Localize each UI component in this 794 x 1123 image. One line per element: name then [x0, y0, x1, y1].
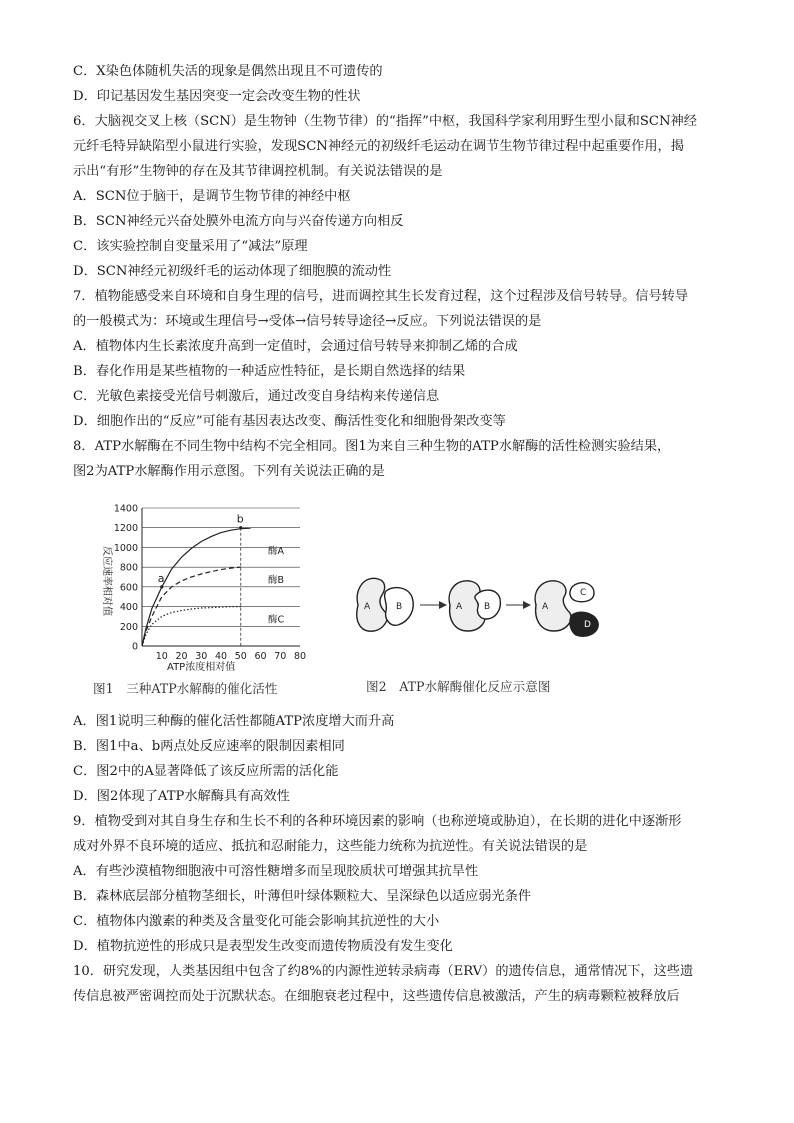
figure2-caption: 图2 ATP水解酶催化反应示意图	[366, 679, 551, 694]
x-tick-label: 50	[234, 651, 247, 662]
product-label-d: D	[584, 620, 591, 630]
y-axis-label: 反应速率相对值	[101, 546, 112, 616]
text-line: 成对外界不良环境的适应、抵抗和忍耐能力，这些能力统称为抗逆性。有关说法错误的是	[73, 839, 588, 854]
x-tick-label: 10	[155, 651, 168, 662]
text-line: 图2为ATP水解酶作用示意图。下列有关说法正确的是	[73, 464, 385, 479]
text-line: B．图1中a、b两点处反应速率的限制因素相同	[73, 739, 345, 754]
point-label: a	[157, 571, 165, 585]
text-line: 7．植物能感受来自环境和自身生理的信号，进而调控其生长发育过程，这个过程涉及信号转导。信号转导	[73, 289, 689, 304]
text-line: A．有些沙漠植物细胞液中可溶性糖增多而呈现胶质状可增强其抗旱性	[73, 864, 479, 879]
text-line: 6．大脑视交叉上核（SCN）是生物钟（生物节律）的“指挥”中枢，我国科学家利用野生型小鼠和SCN神经	[73, 114, 697, 129]
text-line: 8．ATP水解酶在不同生物中结构不完全相同。图1为来自三种生物的ATP水解酶的活性检测实验结果，	[73, 439, 671, 454]
text-line: C．该实验控制自变量采用了“减法”原理	[73, 239, 308, 254]
y-tick-label: 1200	[113, 523, 138, 535]
series-label: 酶B	[268, 575, 285, 587]
series-label: 酶A	[268, 546, 284, 558]
enzyme-products	[535, 581, 598, 636]
x-tick-label: 70	[274, 651, 287, 662]
y-tick-label: 200	[119, 621, 138, 633]
x-axis-label: ATP浓度相对值	[167, 662, 236, 673]
enzyme-label-a1: A	[364, 602, 371, 612]
x-tick-label: 30	[195, 651, 208, 662]
y-tick-label: 800	[119, 562, 138, 574]
text-line: 元纤毛特异缺陷型小鼠进行实验，发现SCN神经元的初级纤毛运动在调节生物节律过程中起重要作用，揭	[73, 139, 684, 154]
text-line: 10．研究发现，人类基因组中包含了约8%的内源性逆转录病毒（ERV）的遗传信息，通常情况下，这些遗	[73, 964, 694, 979]
point-label: b	[236, 512, 244, 526]
x-tick-label: 40	[214, 651, 228, 662]
text-line: A．图1说明三种酶的催化活性都随ATP浓度增大而升高	[73, 714, 395, 729]
series-label: 酶C	[268, 614, 285, 626]
figure2-diagram	[350, 565, 610, 655]
substrate-label-b1: B	[396, 602, 403, 612]
text-line: D．植物抗逆性的形成只是表型发生改变而遗传物质没有发生变化	[73, 939, 453, 954]
product-label-c: C	[580, 588, 587, 598]
text-line: A．植物体内生长素浓度升高到一定值时，会通过信号转导来抑制乙烯的合成	[73, 339, 518, 354]
text-line: 传信息被严密调控而处于沉默状态。在细胞衰老过程中，这些遗传信息被激活，产生的病毒颗粒被释放后	[73, 989, 680, 1004]
text-line: 的一般模式为：环境或生理信号→受体→信号转导途径→反应。下列说法错误的是	[73, 314, 542, 329]
text-line: C．光敏色素接受光信号刺激后，通过改变自身结构来传递信息	[73, 389, 440, 404]
point-marker	[160, 585, 163, 588]
x-tick-label: 20	[175, 651, 188, 662]
figure1-caption: 图1 三种ATP水解酶的催化活性	[93, 681, 278, 696]
y-tick-label: 1000	[113, 542, 138, 554]
y-tick-label: 1400	[113, 503, 138, 515]
text-line: D．图2体现了ATP水解酶具有高效性	[73, 789, 290, 804]
text-line: C．植物体内激素的种类及含量变化可能会影响其抗逆性的大小	[73, 914, 440, 929]
enzyme-bound-complex	[449, 581, 500, 631]
x-tick-label: 80	[293, 651, 307, 662]
point-marker	[239, 526, 242, 529]
text-line: D．细胞作出的“反应”可能有基因表达改变、酶活性变化和细胞骨架改变等	[73, 414, 506, 429]
y-tick-label: 0	[131, 641, 138, 653]
x-tick-label: 60	[254, 651, 267, 662]
substrate-label-b2: B	[484, 602, 491, 612]
text-line: 示出“有形”生物钟的存在及其节律调控机制。有关说法错误的是	[73, 164, 443, 179]
text-line: D．SCN神经元初级纤毛的运动体现了细胞膜的流动性	[73, 264, 392, 279]
text-line: B．森林底层部分植物茎细长，叶薄但叶绿体颗粒大、呈深绿色以适应弱光条件	[73, 889, 532, 904]
enzyme-label-a3: A	[542, 602, 549, 612]
figure1-chart	[90, 500, 330, 675]
y-tick-label: 600	[119, 582, 138, 594]
enzyme-label-a2: A	[456, 602, 463, 612]
text-line: C．X染色体随机失活的现象是偶然出现且不可遗传的	[73, 64, 383, 79]
text-line: C．图2中的A显著降低了该反应所需的活化能	[73, 764, 339, 779]
enzyme-substrate-complex	[357, 578, 413, 631]
text-line: 9．植物受到对其自身生存和生长不利的各种环境因素的影响（也称逆境或胁迫），在长期的进化中逐渐形	[73, 814, 682, 829]
text-line: B．SCN神经元兴奋处膜外电流方向与兴奋传递方向相反	[73, 214, 404, 229]
text-line: A．SCN位于脑干，是调节生物节律的神经中枢	[73, 189, 351, 204]
y-tick-label: 400	[119, 602, 138, 614]
text-line: D．印记基因发生基因突变一定会改变生物的性状	[73, 89, 361, 104]
text-line: B．春化作用是某些植物的一种适应性特征，是长期自然选择的结果	[73, 364, 466, 379]
